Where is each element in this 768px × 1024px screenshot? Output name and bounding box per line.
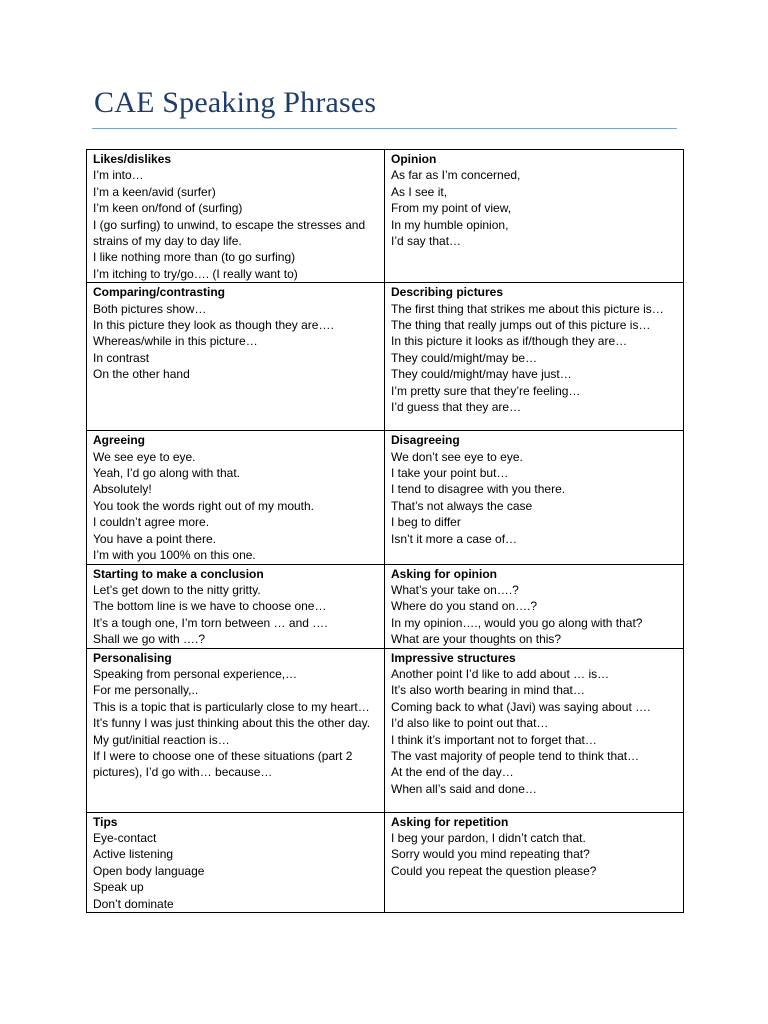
phrase-line: It’s funny I was just thinking about this the other day. [93, 716, 371, 731]
phrase-line: Where do you stand on….? [391, 599, 538, 614]
phrase-line: Whereas/while in this picture… [93, 334, 258, 349]
table-row [87, 648, 684, 812]
section-heading: Tips [93, 814, 118, 829]
phrase-line: I beg your pardon, I didn’t catch that. [391, 830, 586, 845]
phrase-cell [87, 812, 385, 912]
phrase-cell [87, 283, 385, 431]
phrase-line: You took the words right out of my mouth. [93, 498, 315, 513]
phrase-line: Isn’t it more a case of… [391, 531, 518, 546]
phrase-line: Coming back to what (Javi) was saying about …. [391, 699, 651, 714]
phrase-line: Open body language [93, 863, 205, 878]
phrase-line: Let’s get down to the nitty gritty. [93, 582, 261, 597]
phrase-line: In contrast [93, 350, 150, 365]
phrase-line: In this picture they look as though they are…. [93, 318, 334, 333]
phrase-line: Absolutely! [93, 482, 152, 497]
section-heading: Disagreeing [391, 433, 460, 448]
phrase-line: This is a topic that is particularly close to my heart… [93, 699, 370, 714]
phrase-cell [385, 150, 684, 283]
phrase-line: The vast majority of people tend to think that… [391, 748, 640, 763]
phrase-line: Speaking from personal experience,… [93, 666, 298, 681]
phrase-line: On the other hand [93, 367, 190, 382]
section-heading: Likes/dislikes [93, 152, 172, 166]
phrase-line: In my humble opinion, [391, 217, 509, 232]
section-heading: Asking for opinion [391, 566, 497, 581]
phrase-line: In this picture it looks as if/though they are… [391, 334, 628, 349]
phrase-line: I (go surfing) to unwind, to escape the stresses and strains of my day to day life. [93, 217, 366, 249]
phrases-table [86, 149, 684, 913]
phrase-line: Both pictures show… [93, 301, 207, 316]
phrase-line: We see eye to eye. [93, 449, 196, 464]
phrase-line: That’s not always the case [391, 498, 533, 513]
table-row [87, 564, 684, 648]
phrase-cell [385, 283, 684, 431]
phrase-line: Another point I’d like to add about … is… [391, 666, 610, 681]
section-heading: Asking for repetition [391, 814, 509, 829]
table-row [87, 150, 684, 283]
phrase-line: I’m pretty sure that they’re feeling… [391, 383, 581, 398]
phrase-line: We don’t see eye to eye. [391, 449, 523, 464]
phrase-line: My gut/initial reaction is… [93, 732, 230, 747]
phrase-line: I think it’s important not to forget that… [391, 732, 597, 747]
phrase-line: Shall we go with ….? [93, 632, 206, 647]
phrase-line: I like nothing more than (to go surfing) [93, 250, 296, 265]
section-heading: Starting to make a conclusion [93, 566, 264, 581]
table-row [87, 283, 684, 431]
phrase-line: Could you repeat the question please? [391, 863, 597, 878]
phrase-line: I’m with you 100% on this one. [93, 548, 256, 563]
section-heading: Agreeing [93, 433, 146, 448]
phrase-cell [385, 812, 684, 912]
phrase-cell [87, 431, 385, 564]
phrase-line: Yeah, I’d go along with that. [93, 466, 240, 481]
section-heading: Impressive structures [391, 650, 516, 665]
table-row [87, 431, 684, 564]
phrase-line: I beg to differ [391, 515, 461, 530]
phrase-line: What’s your take on….? [391, 582, 519, 597]
phrase-line: Sorry would you mind repeating that? [391, 847, 590, 862]
phrase-line: Speak up [93, 880, 144, 895]
phrase-line: You have a point there. [93, 531, 216, 546]
phrase-line: If I were to choose one of these situations (part 2 pictures), I’d go with… because… [93, 748, 353, 780]
phrase-line: I tend to disagree with you there. [391, 482, 566, 497]
phrase-line: For me personally,.. [93, 683, 199, 698]
phrase-line: I’d say that… [391, 234, 462, 249]
phrase-line: At the end of the day… [391, 765, 514, 780]
table-row [87, 812, 684, 912]
phrase-line: As I see it, [391, 184, 448, 199]
phrase-cell [385, 431, 684, 564]
section-heading: Describing pictures [391, 285, 504, 300]
phrase-line: Active listening [93, 847, 174, 862]
phrase-line: I’d guess that they are… [391, 400, 522, 415]
phrase-line: The first thing that strikes me about this picture is… [391, 301, 664, 316]
phrase-line: When all’s said and done… [391, 781, 537, 796]
phrase-line: I’m keen on/fond of (surfing) [93, 201, 243, 216]
phrase-line: In my opinion…., would you go along with that? [391, 615, 643, 630]
phrase-line: I couldn’t agree more. [93, 515, 210, 530]
phrase-cell [385, 564, 684, 648]
phrase-line: I take your point but… [391, 466, 509, 481]
phrase-line: Don’t dominate [93, 896, 174, 911]
phrase-line: They could/might/may be… [391, 350, 538, 365]
phrase-cell [87, 648, 385, 812]
phrase-line: What are your thoughts on this? [391, 632, 562, 647]
phrase-cell [87, 564, 385, 648]
phrase-cell [385, 648, 684, 812]
phrase-cell [87, 150, 385, 283]
phrase-line: As far as I’m concerned, [391, 168, 521, 183]
phrase-line: They could/might/may have just… [391, 367, 572, 382]
phrase-line: Eye-contact [93, 830, 157, 845]
section-heading: Comparing/contrasting [93, 285, 226, 300]
phrase-line: I’m into… [93, 168, 144, 183]
phrase-line: I’m a keen/avid (surfer) [93, 184, 216, 199]
phrase-line: It’s a tough one, I’m torn between … and …. [93, 615, 328, 630]
section-heading: Personalising [93, 650, 172, 665]
phrase-line: I’d also like to point out that… [391, 716, 549, 731]
page-title: CAE Speaking Phrases [94, 86, 377, 119]
title-underline [92, 128, 677, 129]
phrase-line: It’s also worth bearing in mind that… [391, 683, 585, 698]
phrase-line: I’m itching to try/go…. (I really want to) [93, 266, 298, 281]
phrase-line: From my point of view, [391, 201, 512, 216]
section-heading: Opinion [391, 152, 437, 166]
phrase-line: The thing that really jumps out of this picture is… [391, 318, 651, 333]
phrase-line: The bottom line is we have to choose one… [93, 599, 327, 614]
